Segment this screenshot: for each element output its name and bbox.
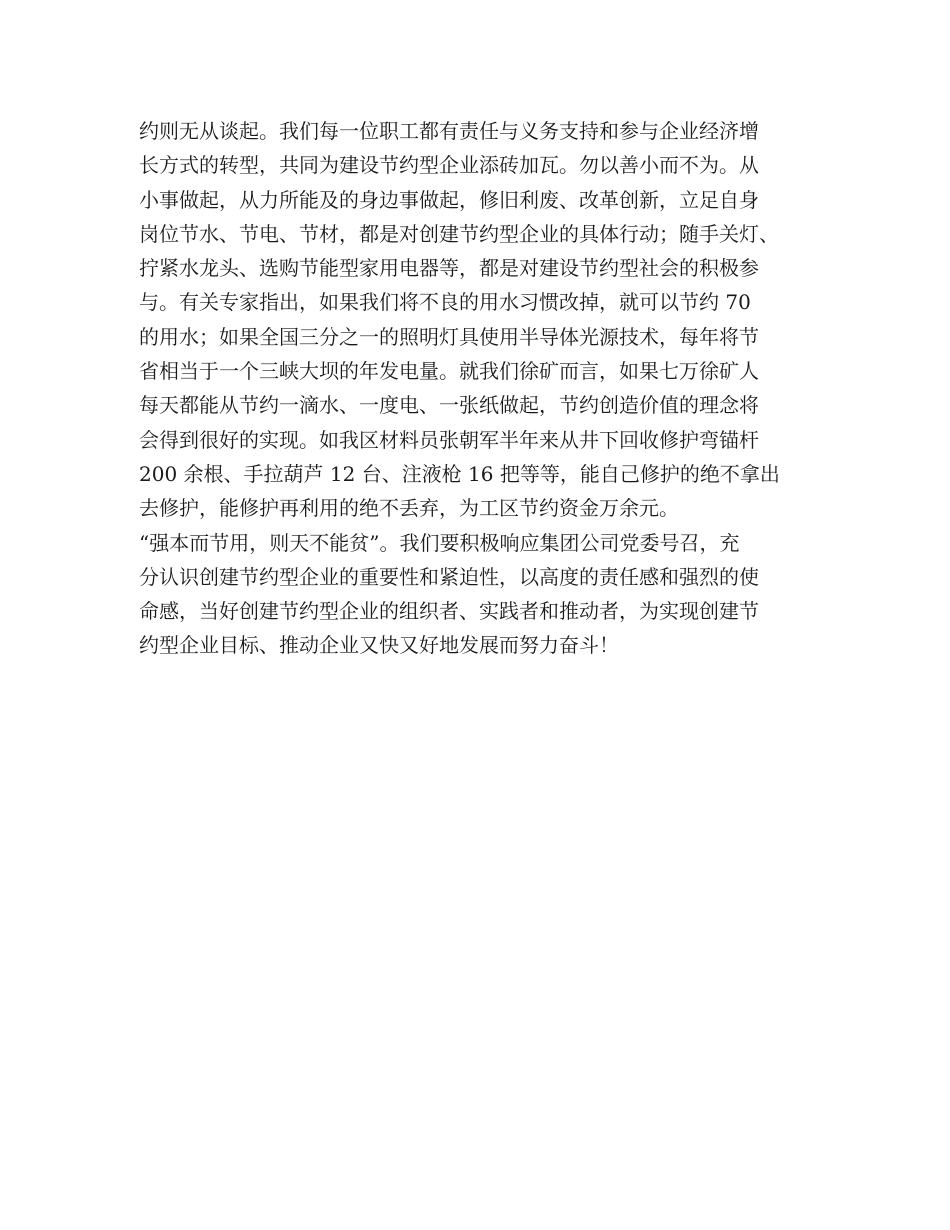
text-line: 会得到很好的实现。如我区材料员张朝军半年来从井下回收修护弯锚杆 xyxy=(139,427,759,452)
text-line: 长方式的转型，共同为建设节约型企业添砖加瓦。勿以善小而不为。从 xyxy=(139,153,759,178)
text-line: 命感，当好创建节约型企业的组织者、实践者和推动者，为实现创建节 xyxy=(139,599,759,624)
text-line: 每天都能从节约一滴水、一度电、一张纸做起，节约创造价值的理念将 xyxy=(139,393,759,418)
text-line: 岗位节水、节电、节材，都是对创建节约型企业的具体行动；随手关灯、 xyxy=(139,221,779,246)
text-line: 省相当于一个三峡大坝的年发电量。就我们徐矿而言，如果七万徐矿人 xyxy=(139,359,759,384)
text-line: 约则无从谈起。我们每一位职工都有责任与义务支持和参与企业经济增 xyxy=(139,119,759,143)
text-line: 的用水；如果全国三分之一的照明灯具使用半导体光源技术，每年将节 xyxy=(139,324,759,349)
text-line: 与。有关专家指出，如果我们将不良的用水习惯改掉，就可以节约 70 xyxy=(139,290,751,315)
text-line: 约型企业目标、推动企业又快又好地发展而努力奋斗！ xyxy=(139,633,619,658)
body-text xyxy=(139,114,829,663)
text-line: 拧紧水龙头、选购节能型家用电器等，都是对建设节约型社会的积极参 xyxy=(139,256,759,281)
text-line: “强本而节用，则天不能贫”。我们要积极响应集团公司党委号召，充 xyxy=(139,530,740,555)
text-line: 小事做起，从力所能及的身边事做起，修旧利废、改革创新，立足自身 xyxy=(139,187,759,212)
text-line: 去修护，能修护再利用的绝不丢弃，为工区节约资金万余元。 xyxy=(139,496,679,521)
text-line: 分认识创建节约型企业的重要性和紧迫性，以高度的责任感和强烈的使 xyxy=(139,564,759,589)
text-line: 200 余根、手拉葫芦 12 台、注液枪 16 把等等，能自己修护的绝不拿出 xyxy=(139,461,780,486)
